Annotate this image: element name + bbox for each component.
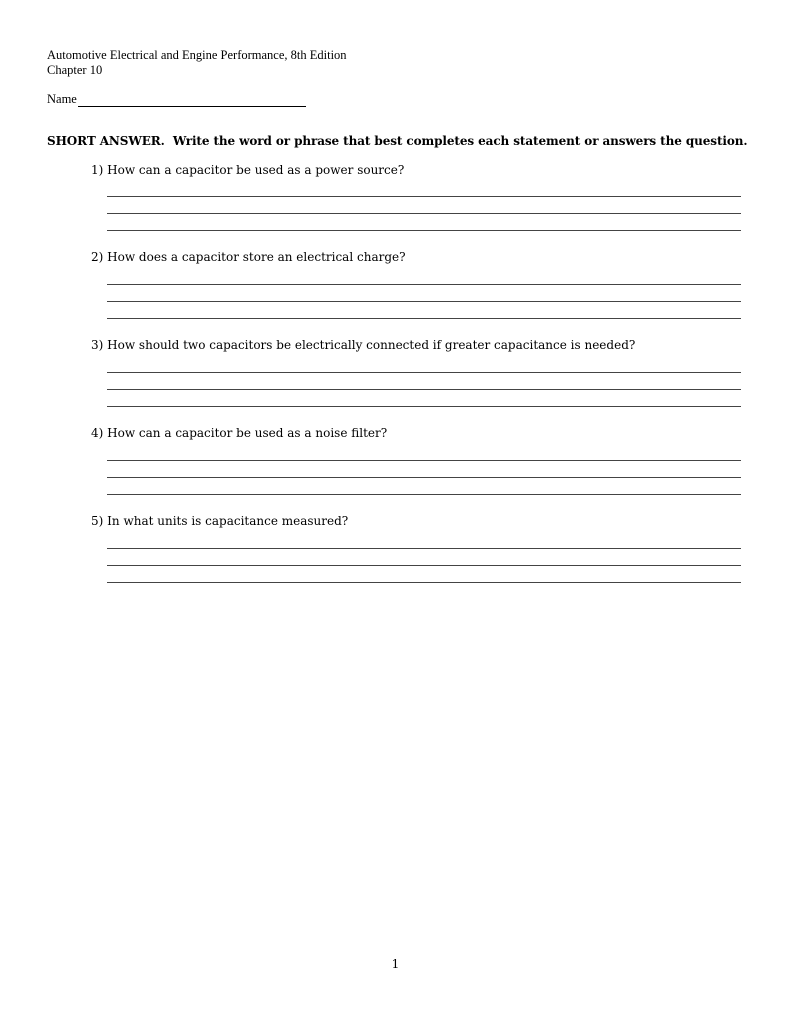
question-text: How should two capacitors be electrically connected if greater capacitance is needed? [107,338,636,352]
section-instructions [47,134,747,148]
question-number: 1) [91,163,104,177]
answer-line-3b[interactable] [107,389,741,390]
answer-line-2c[interactable] [107,318,741,319]
answer-line-2b[interactable] [107,301,741,302]
question-text: In what units is capacitance measured? [107,514,349,528]
question-number: 4) [91,426,104,440]
answer-line-5c[interactable] [107,582,741,583]
name-label: Name [47,92,77,106]
question-number: 5) [91,514,104,528]
question-number: 2) [91,250,104,264]
answer-line-3c[interactable] [107,406,741,407]
question-number: 3) [91,338,104,352]
document-header [47,48,347,78]
question-text: How does a capacitor store an electrical charge? [107,250,406,264]
answer-line-2a[interactable] [107,284,741,285]
answer-line-1b[interactable] [107,213,741,214]
answer-line-4b[interactable] [107,477,741,478]
question-text: How can a capacitor be used as a power source? [107,163,405,177]
question-4 [91,426,387,440]
answer-line-1c[interactable] [107,230,741,231]
name-blank-line[interactable] [78,94,306,107]
answer-line-5b[interactable] [107,565,741,566]
answer-line-5a[interactable] [107,548,741,549]
answer-line-4c[interactable] [107,494,741,495]
answer-line-4a[interactable] [107,460,741,461]
question-5 [91,514,348,528]
question-2 [91,250,406,264]
name-field [47,92,306,107]
question-1 [91,163,404,177]
answer-line-1a[interactable] [107,196,741,197]
book-title: Automotive Electrical and Engine Performance, 8th Edition [47,48,347,62]
page-number: 1 [391,957,400,971]
question-3 [91,338,635,352]
answer-line-3a[interactable] [107,372,741,373]
question-text: How can a capacitor be used as a noise filter? [107,426,388,440]
section-instructions-text: Write the word or phrase that best completes each statement or answers the question. [172,134,748,148]
section-heading: SHORT ANSWER. [47,134,165,148]
chapter-label: Chapter 10 [47,63,103,77]
